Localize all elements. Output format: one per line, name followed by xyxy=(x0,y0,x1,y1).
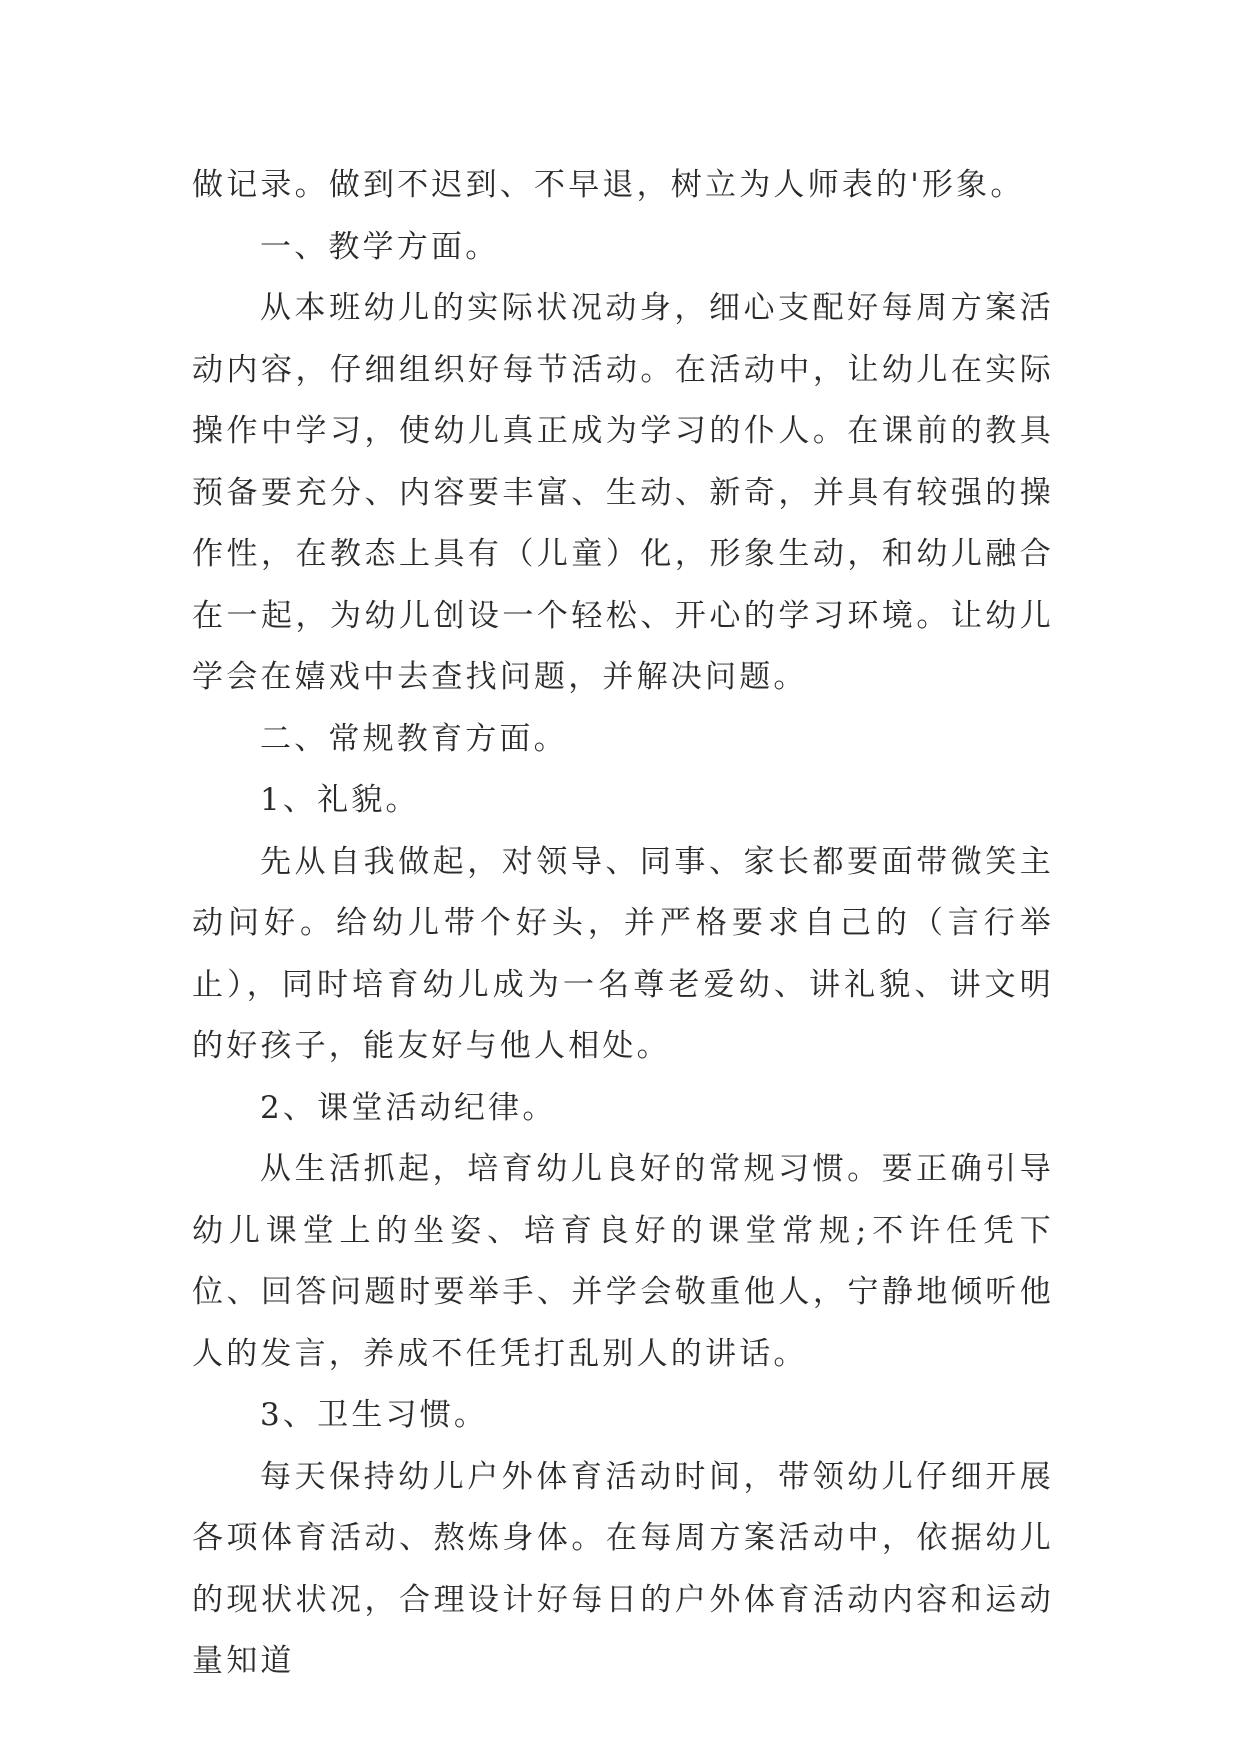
paragraph-continuation: 做记录。做到不迟到、不早退，树立为人师表的'形象。 xyxy=(192,167,1025,203)
heading-teaching: 一、教学方面。 xyxy=(260,228,500,265)
paragraph-teaching: 从本班幼儿的实际状况动身，细心支配好每周方案活动内容，仔细组织好每节活动。在活动中，让幼儿在实际操作中学习，使幼儿真正成为学习的仆人。在课前的教具预备要充分、内容要丰富、生动、新奇，并具有较强的操作性，在教态上具有（儿童）化，形象生动，和幼儿融合在一起，为幼儿创设一个轻松、开心的学习环境。让幼儿学会在嬉戏中去查找问题，并解决问题。 xyxy=(192,290,1054,695)
paragraph-classroom-discipline: 从生活抓起，培育幼儿良好的常规习惯。要正确引导幼儿课堂上的坐姿、培育良好的课堂常规;不许任凭下位、回答问题时要举手、并学会敬重他人，宁静地倾听他人的发言，养成不任凭打乱别人的讲话。 xyxy=(192,1151,1054,1372)
subheading-hygiene-habits: 3、卫生习惯。 xyxy=(260,1397,489,1433)
subheading-classroom-discipline: 2、课堂活动纪律。 xyxy=(260,1089,557,1126)
heading-routine-education: 二、常规教育方面。 xyxy=(260,720,568,757)
subheading-manners: 1、礼貌。 xyxy=(260,782,420,818)
paragraph-manners: 先从自我做起，对领导、同事、家长都要面带微笑主动问好。给幼儿带个好头，并严格要求自己的（言行举止），同时培育幼儿成为一名尊老爱幼、讲礼貌、讲文明的好孩子，能友好与他人相处。 xyxy=(192,843,1054,1064)
document-body xyxy=(192,155,1054,1693)
paragraph-hygiene-habits: 每天保持幼儿户外体育活动时间，带领幼儿仔细开展各项体育活动、熬炼身体。在每周方案活动中，依据幼儿的现状状况，合理设计好每日的户外体育活动内容和运动量知道 xyxy=(192,1458,1054,1679)
